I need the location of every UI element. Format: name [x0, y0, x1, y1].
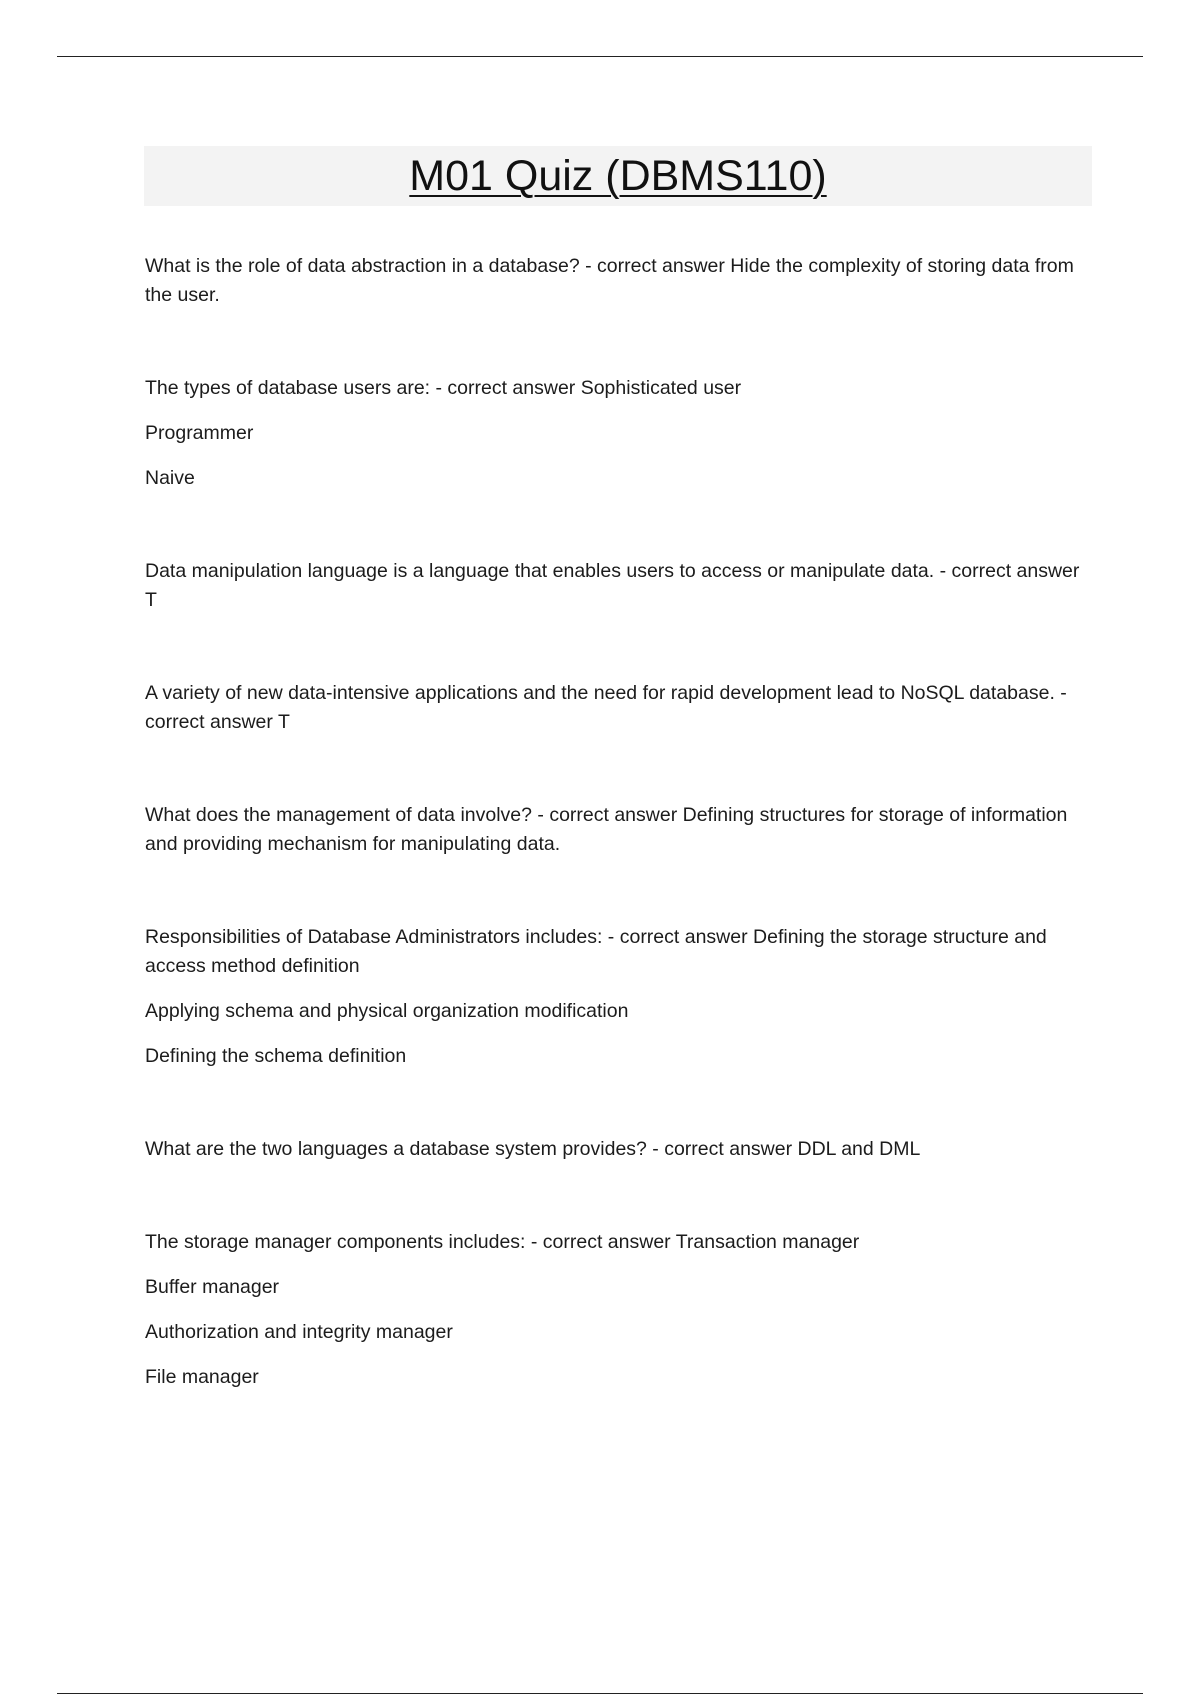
qa-text: Defining the schema definition — [145, 1045, 407, 1067]
qa-item — [145, 557, 1095, 615]
qa-text: Responsibilities of Database Administrators includes: - correct answer Defining the storage structure and access method definition — [145, 926, 1047, 977]
qa-text: Data manipulation language is a language that enables users to access or manipulate data. - correct answer T — [145, 560, 1080, 611]
qa-text: The types of database users are: - correct answer Sophisticated user — [145, 377, 742, 399]
qa-text: Authorization and integrity manager — [145, 1321, 453, 1343]
top-rule — [57, 56, 1143, 57]
title-band — [144, 146, 1092, 206]
qa-text: Applying schema and physical organization modification — [145, 1000, 629, 1022]
qa-text: What are the two languages a database system provides? - correct answer DDL and DML — [145, 1138, 921, 1160]
page-title: M01 Quiz (DBMS110) — [409, 152, 827, 200]
qa-text: What is the role of data abstraction in a database? - correct answer Hide the complexity of storing data from the user. — [145, 255, 1074, 306]
qa-item — [145, 1135, 1095, 1164]
qa-text: The storage manager components includes: - correct answer Transaction manager — [145, 1231, 860, 1253]
qa-item — [145, 1228, 1095, 1392]
qa-text: A variety of new data-intensive applications and the need for rapid development lead to NoSQL database. - correct answer T — [145, 682, 1067, 733]
qa-item — [145, 801, 1095, 859]
qa-item — [145, 374, 1095, 493]
qa-item — [145, 252, 1095, 310]
qa-text: File manager — [145, 1366, 259, 1388]
qa-text: Programmer — [145, 422, 254, 444]
qa-text: What does the management of data involve? - correct answer Defining structures for storage of information and providing mechanism for manipulating data. — [145, 804, 1068, 855]
qa-text: Naive — [145, 467, 195, 489]
qa-list — [145, 252, 1095, 1456]
qa-item — [145, 679, 1095, 737]
qa-item — [145, 923, 1095, 1071]
qa-text: Buffer manager — [145, 1276, 280, 1298]
bottom-rule — [57, 1693, 1143, 1694]
